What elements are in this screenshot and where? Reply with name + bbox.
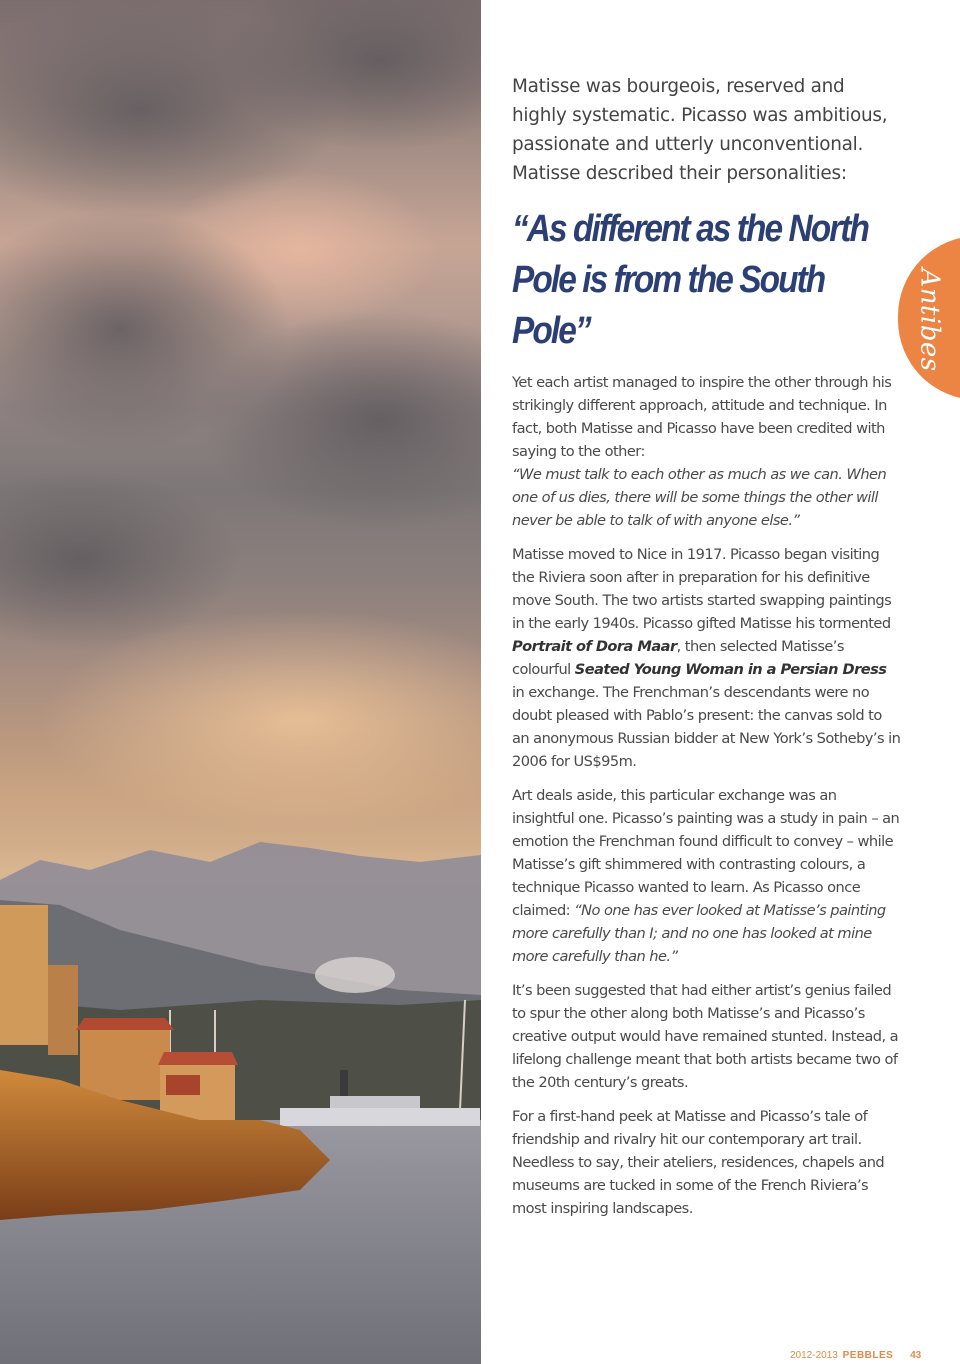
inline-quote: “No one has ever looked at Matisse’s painting more carefully than I; and no one has looked at mine more carefully than he.” xyxy=(512,902,886,965)
paragraph-text: Yet each artist managed to inspire the other through his strikingly different approach, attitude and technique. In fact, both Matisse and Picasso have been credited with saying to the other: xyxy=(512,374,892,460)
pull-quote xyxy=(512,204,899,357)
section-tab-text: Antibes xyxy=(915,268,946,372)
magazine-name: PEBBLES xyxy=(842,1350,894,1361)
inline-quote: “We must talk to each other as much as we can. When one of us dies, there will be some things the other will never be able to talk of with anyone else.” xyxy=(512,466,887,529)
article-column xyxy=(512,72,902,1231)
body-paragraph xyxy=(512,784,902,968)
paragraph-text: Matisse moved to Nice in 1917. Picasso began visiting the Riviera soon after in preparation for his definitive move South. The two artists started swapping paintings in the early 1940s. Picasso gifted Matisse his tormented xyxy=(512,546,892,632)
paragraph-text: Art deals aside, this particular exchange was an insightful one. Picasso’s painting was a study in pain – an emotion the Frenchman found difficult to convey – while Matisse’s gift shimmered with contrasting colours, a technique Picasso wanted to learn. As Picasso once claimed: xyxy=(512,787,900,919)
castle-tower xyxy=(0,905,48,1045)
pull-quote-line: “As different as the North xyxy=(512,208,868,250)
paragraph-text: , then selected Matisse’s colourful xyxy=(512,638,844,678)
section-tab-label xyxy=(900,270,960,370)
paragraph-text: in exchange. The Frenchman’s descendants were no doubt pleased with Pablo’s present: the canvas sold to an anonymous Russian bidder at New York’s Sotheby’s in 2006 for US$95m. xyxy=(512,684,901,770)
artwork-title: Seated Young Woman in a Persian Dress xyxy=(574,661,887,678)
red-roof xyxy=(76,1018,174,1030)
castle-wall xyxy=(48,965,78,1055)
intro-paragraph: Matisse was bourgeois, reserved and highly systematic. Picasso was ambitious, passionate and utterly unconventional. Matisse described their personalities: xyxy=(512,76,888,184)
building xyxy=(80,1030,170,1100)
yacht-deck xyxy=(330,1096,420,1108)
page-number: 43 xyxy=(910,1350,922,1361)
footer-years: 2012-2013 xyxy=(790,1350,838,1361)
red-roof xyxy=(166,1075,200,1095)
body-paragraph: It’s been suggested that had either artist’s genius failed to spur the other along both Matisse’s and Picasso’s creative output would have remained stunted. Instead, a lifelong challenge meant that both artists became two of the 20th century’s greats. xyxy=(512,982,899,1091)
pull-quote-line: Pole is from the South Pole” xyxy=(512,259,825,352)
body-paragraph xyxy=(512,543,902,773)
body-paragraph: For a first-hand peek at Matisse and Picasso’s tale of friendship and rivalry hit our contemporary art trail. Needless to say, their ateliers, residences, chapels and museums are tucked in some of the French Riviera’s most inspiring landscapes. xyxy=(512,1108,885,1217)
small-cloud xyxy=(315,957,395,993)
red-roof xyxy=(158,1052,238,1065)
body-paragraph xyxy=(512,371,902,532)
page-footer xyxy=(790,1350,921,1364)
yacht xyxy=(280,1108,480,1126)
artwork-title: Portrait of Dora Maar xyxy=(512,638,677,655)
yacht-mast xyxy=(340,1070,348,1096)
